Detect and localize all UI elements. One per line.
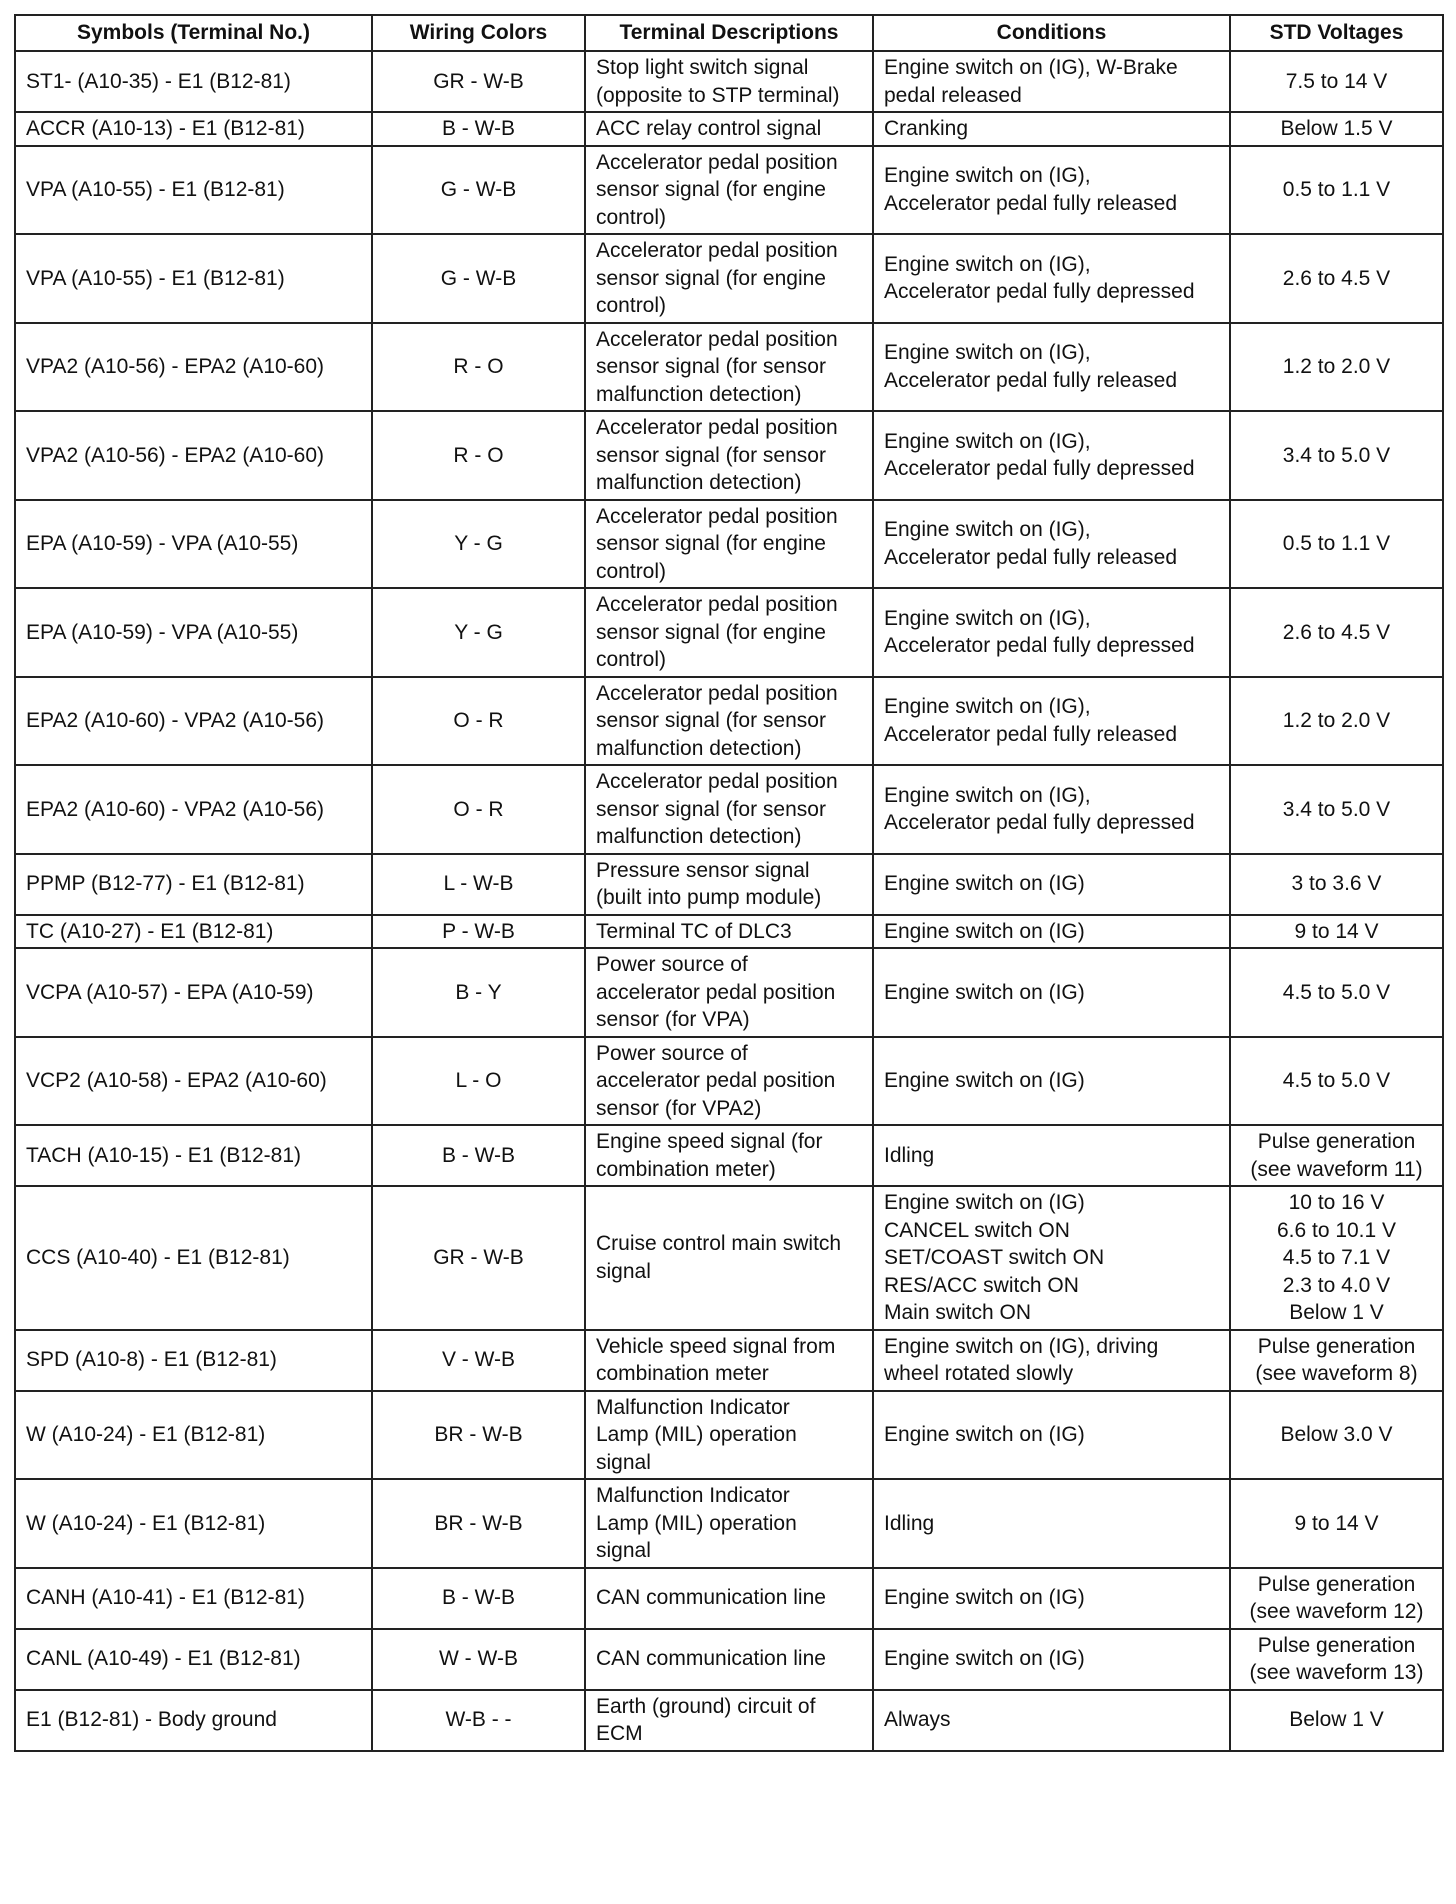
voltage-cell-line: 9 to 14 V [1294, 919, 1379, 943]
table-row [15, 1186, 1443, 1330]
voltage-cell-line: 2.3 to 4.0 V [1282, 1273, 1391, 1297]
symbol-cell: CCS (A10-40) - E1 (B12-81) [15, 1186, 372, 1330]
description-cell [585, 1037, 873, 1126]
condition-cell-line: SET/COAST switch ON [884, 1246, 1105, 1269]
condition-cell-line: Accelerator pedal fully released [884, 368, 1177, 392]
condition-cell-line: CANCEL switch ON [884, 1218, 1070, 1242]
symbol-cell: SPD (A10-8) - E1 (B12-81) [15, 1330, 372, 1391]
condition-cell-line: Engine switch on (IG), [884, 695, 1091, 719]
description-cell-line: ECM [596, 1722, 643, 1745]
voltage-cell [1230, 1186, 1443, 1330]
condition-cell-line: Accelerator pedal fully released [884, 722, 1177, 746]
condition-cell [873, 915, 1230, 949]
description-cell-line: control) [596, 294, 667, 317]
description-cell-line: combination meter) [596, 1157, 776, 1181]
voltage-cell [1230, 112, 1443, 146]
symbol-cell: EPA2 (A10-60) - VPA2 (A10-56) [15, 765, 372, 854]
description-cell [585, 1568, 873, 1629]
header-symbols: Symbols (Terminal No.) [15, 15, 372, 51]
description-cell [585, 765, 873, 854]
wiring-color-cell: B - W-B [372, 1125, 585, 1186]
voltage-cell [1230, 323, 1443, 412]
wiring-color-cell: BR - W-B [372, 1479, 585, 1568]
wiring-color-cell: P - W-B [372, 915, 585, 949]
description-cell-line: Power source of [596, 1041, 748, 1065]
condition-cell-line: pedal released [884, 83, 1022, 107]
description-cell-line: sensor signal (for sensor [596, 709, 826, 732]
description-cell-line: sensor (for VPA2) [596, 1096, 762, 1120]
header-wiring-colors: Wiring Colors [372, 15, 585, 51]
description-cell-line: Malfunction Indicator [596, 1395, 790, 1419]
condition-cell-line: Engine switch on (IG), W-Brake [884, 56, 1178, 79]
table-row [15, 112, 1443, 146]
condition-cell [873, 1629, 1230, 1690]
table-row [15, 1690, 1443, 1751]
description-cell-line: Accelerator pedal position [596, 681, 838, 705]
symbol-cell: VPA2 (A10-56) - EPA2 (A10-60) [15, 323, 372, 412]
wiring-color-cell: B - Y [372, 948, 585, 1037]
condition-cell-line: Engine switch on (IG) [884, 1423, 1085, 1446]
voltage-cell [1230, 948, 1443, 1037]
condition-cell-line: Engine switch on (IG) [884, 1191, 1085, 1214]
condition-cell [873, 323, 1230, 412]
voltage-cell-line: 0.5 to 1.1 V [1282, 178, 1391, 201]
condition-cell [873, 1690, 1230, 1751]
voltage-cell-line: Pulse generation [1257, 1572, 1416, 1596]
symbol-cell: ST1- (A10-35) - E1 (B12-81) [15, 51, 372, 112]
voltage-cell-line: Pulse generation [1257, 1334, 1416, 1358]
voltage-cell-line: 10 to 16 V [1288, 1191, 1385, 1214]
voltage-cell [1230, 915, 1443, 949]
header-std-voltages: STD Voltages [1230, 15, 1443, 51]
condition-cell-line: Idling [884, 1143, 935, 1167]
symbol-cell: EPA (A10-59) - VPA (A10-55) [15, 500, 372, 589]
description-cell [585, 915, 873, 949]
condition-cell [873, 411, 1230, 500]
condition-cell-line: RES/ACC switch ON [884, 1273, 1079, 1297]
condition-cell [873, 948, 1230, 1037]
description-cell-line: Accelerator pedal position [596, 770, 838, 793]
description-cell-line: signal [596, 1450, 651, 1474]
description-cell-line: CAN communication line [596, 1586, 826, 1610]
condition-cell [873, 51, 1230, 112]
condition-cell [873, 1330, 1230, 1391]
voltage-cell [1230, 1479, 1443, 1568]
description-cell-line: sensor signal (for sensor [596, 355, 826, 378]
voltage-cell-line: 4.5 to 5.0 V [1282, 1069, 1391, 1092]
wiring-color-cell: B - W-B [372, 112, 585, 146]
description-cell-line: sensor signal (for sensor [596, 443, 826, 467]
voltage-cell [1230, 588, 1443, 677]
condition-cell [873, 854, 1230, 915]
description-cell-line: control) [596, 559, 667, 583]
description-cell-line: Accelerator pedal position [596, 327, 838, 351]
description-cell [585, 1629, 873, 1690]
table-row [15, 323, 1443, 412]
condition-cell-line: wheel rotated slowly [884, 1362, 1074, 1385]
description-cell-line: Lamp (MIL) operation [596, 1423, 797, 1446]
wiring-color-cell: L - O [372, 1037, 585, 1126]
wiring-color-cell: W - W-B [372, 1629, 585, 1690]
description-cell-line: accelerator pedal position [596, 1069, 836, 1092]
terminal-voltage-table-container [14, 14, 1442, 1752]
symbol-cell: EPA2 (A10-60) - VPA2 (A10-56) [15, 677, 372, 766]
condition-cell-line: Idling [884, 1511, 935, 1535]
wiring-color-cell: W-B - - [372, 1690, 585, 1751]
description-cell [585, 948, 873, 1037]
description-cell-line: signal [596, 1259, 651, 1283]
table-row [15, 411, 1443, 500]
condition-cell [873, 1568, 1230, 1629]
condition-cell-line: Accelerator pedal fully depressed [884, 811, 1195, 835]
description-cell-line: sensor (for VPA) [596, 1008, 750, 1031]
wiring-color-cell: O - R [372, 677, 585, 766]
description-cell [585, 588, 873, 677]
table-body [15, 51, 1443, 1751]
description-cell-line: (opposite to STP terminal) [596, 83, 840, 107]
voltage-cell-line: 6.6 to 10.1 V [1276, 1218, 1397, 1242]
voltage-cell-line: 0.5 to 1.1 V [1282, 532, 1391, 555]
voltage-cell-line: (see waveform 12) [1249, 1600, 1424, 1623]
header-conditions: Conditions [873, 15, 1230, 51]
symbol-cell: VPA (A10-55) - E1 (B12-81) [15, 234, 372, 323]
description-cell-line: Accelerator pedal position [596, 150, 838, 174]
voltage-cell-line: 2.6 to 4.5 V [1282, 266, 1391, 290]
header-terminal-descriptions: Terminal Descriptions [585, 15, 873, 51]
description-cell-line: sensor signal (for engine [596, 620, 826, 644]
table-row [15, 1479, 1443, 1568]
table-row [15, 765, 1443, 854]
description-cell-line: sensor signal (for engine [596, 178, 826, 201]
wiring-color-cell: R - O [372, 411, 585, 500]
wiring-color-cell: B - W-B [372, 1568, 585, 1629]
description-cell [585, 500, 873, 589]
voltage-cell [1230, 411, 1443, 500]
description-cell-line: sensor signal (for engine [596, 532, 826, 555]
condition-cell [873, 677, 1230, 766]
condition-cell [873, 1037, 1230, 1126]
description-cell-line: control) [596, 205, 667, 229]
condition-cell-line: Engine switch on (IG), [884, 606, 1091, 630]
voltage-cell-line: 4.5 to 7.1 V [1282, 1246, 1391, 1269]
description-cell [585, 1690, 873, 1751]
table-row [15, 1629, 1443, 1690]
condition-cell-line: Engine switch on (IG), [884, 429, 1091, 453]
description-cell-line: malfunction detection) [596, 825, 802, 848]
voltage-cell [1230, 146, 1443, 235]
description-cell-line: Malfunction Indicator [596, 1484, 790, 1507]
description-cell [585, 51, 873, 112]
description-cell [585, 1391, 873, 1480]
wiring-color-cell: G - W-B [372, 146, 585, 235]
symbol-cell: VPA (A10-55) - E1 (B12-81) [15, 146, 372, 235]
wiring-color-cell: Y - G [372, 588, 585, 677]
description-cell-line: Cruise control main switch [596, 1232, 842, 1256]
voltage-cell [1230, 1125, 1443, 1186]
condition-cell-line: Main switch ON [884, 1301, 1032, 1324]
condition-cell [873, 1125, 1230, 1186]
condition-cell-line: Engine switch on (IG) [884, 1069, 1085, 1092]
voltage-cell-line: Below 1.5 V [1280, 117, 1393, 140]
description-cell [585, 1330, 873, 1391]
description-cell-line: (built into pump module) [596, 886, 822, 909]
voltage-cell-line: Pulse generation [1257, 1130, 1416, 1153]
description-cell-line: Accelerator pedal position [596, 593, 838, 616]
condition-cell-line: Engine switch on (IG), [884, 341, 1091, 365]
wiring-color-cell: BR - W-B [372, 1391, 585, 1480]
condition-cell [873, 765, 1230, 854]
symbol-cell: EPA (A10-59) - VPA (A10-55) [15, 588, 372, 677]
voltage-cell [1230, 1629, 1443, 1690]
symbol-cell: TC (A10-27) - E1 (B12-81) [15, 915, 372, 949]
condition-cell-line: Engine switch on (IG), [884, 252, 1091, 276]
description-cell [585, 1186, 873, 1330]
voltage-cell-line: 3 to 3.6 V [1291, 872, 1382, 896]
table-row [15, 854, 1443, 915]
description-cell-line: Earth (ground) circuit of [596, 1694, 816, 1718]
description-cell-line: Lamp (MIL) operation [596, 1511, 797, 1535]
voltage-cell [1230, 1690, 1443, 1751]
description-cell [585, 411, 873, 500]
wiring-color-cell: Y - G [372, 500, 585, 589]
table-row [15, 51, 1443, 112]
wiring-color-cell: R - O [372, 323, 585, 412]
condition-cell [873, 146, 1230, 235]
condition-cell-line: Engine switch on (IG), [884, 783, 1091, 807]
condition-cell-line: Accelerator pedal fully depressed [884, 280, 1195, 304]
table-row [15, 1037, 1443, 1126]
voltage-cell-line: 7.5 to 14 V [1285, 69, 1388, 93]
condition-cell-line: Engine switch on (IG) [884, 919, 1085, 943]
condition-cell [873, 112, 1230, 146]
description-cell-line: signal [596, 1539, 651, 1562]
symbol-cell: CANL (A10-49) - E1 (B12-81) [15, 1629, 372, 1690]
condition-cell-line: Engine switch on (IG) [884, 980, 1085, 1004]
condition-cell-line: Accelerator pedal fully depressed [884, 457, 1195, 481]
voltage-cell-line: 1.2 to 2.0 V [1282, 709, 1391, 732]
symbol-cell: PPMP (B12-77) - E1 (B12-81) [15, 854, 372, 915]
condition-cell [873, 234, 1230, 323]
description-cell-line: malfunction detection) [596, 736, 802, 760]
voltage-cell-line: 2.6 to 4.5 V [1282, 620, 1391, 644]
voltage-cell-line: Below 1 V [1289, 1301, 1384, 1324]
table-row [15, 915, 1443, 949]
condition-cell-line: Engine switch on (IG), [884, 164, 1091, 188]
table-row [15, 1391, 1443, 1480]
voltage-cell [1230, 1037, 1443, 1126]
description-cell [585, 146, 873, 235]
description-cell-line: Power source of [596, 953, 748, 976]
condition-cell [873, 1186, 1230, 1330]
voltage-cell-line: Below 3.0 V [1280, 1423, 1393, 1446]
wiring-color-cell: V - W-B [372, 1330, 585, 1391]
voltage-cell [1230, 1568, 1443, 1629]
voltage-cell-line: Pulse generation [1257, 1633, 1416, 1657]
table-row [15, 677, 1443, 766]
wiring-color-cell: GR - W-B [372, 51, 585, 112]
symbol-cell: ACCR (A10-13) - E1 (B12-81) [15, 112, 372, 146]
description-cell [585, 854, 873, 915]
voltage-cell-line: 3.4 to 5.0 V [1282, 797, 1391, 821]
description-cell [585, 1125, 873, 1186]
description-cell-line: sensor signal (for engine [596, 266, 826, 290]
symbol-cell: CANH (A10-41) - E1 (B12-81) [15, 1568, 372, 1629]
condition-cell-line: Accelerator pedal fully depressed [884, 634, 1195, 658]
symbol-cell: W (A10-24) - E1 (B12-81) [15, 1391, 372, 1480]
table-row [15, 588, 1443, 677]
table-row [15, 1125, 1443, 1186]
voltage-cell [1230, 234, 1443, 323]
description-cell-line: malfunction detection) [596, 471, 802, 494]
table-row [15, 1330, 1443, 1391]
symbol-cell: VPA2 (A10-56) - EPA2 (A10-60) [15, 411, 372, 500]
description-cell-line: CAN communication line [596, 1647, 826, 1671]
table-row [15, 1568, 1443, 1629]
description-cell-line: Accelerator pedal position [596, 416, 838, 439]
voltage-cell-line: (see waveform 13) [1249, 1661, 1424, 1684]
description-cell-line: combination meter [596, 1362, 769, 1385]
table-row [15, 948, 1443, 1037]
description-cell-line: Stop light switch signal [596, 56, 809, 79]
wiring-color-cell: GR - W-B [372, 1186, 585, 1330]
condition-cell-line: Cranking [884, 117, 969, 140]
voltage-cell [1230, 854, 1443, 915]
symbol-cell: TACH (A10-15) - E1 (B12-81) [15, 1125, 372, 1186]
wiring-color-cell: L - W-B [372, 854, 585, 915]
table-row [15, 500, 1443, 589]
description-cell-line: ACC relay control signal [596, 117, 822, 140]
voltage-cell-line: (see waveform 11) [1250, 1157, 1423, 1181]
table-row [15, 146, 1443, 235]
condition-cell-line: Engine switch on (IG), driving [884, 1334, 1159, 1358]
voltage-cell-line: 3.4 to 5.0 V [1282, 443, 1391, 467]
description-cell-line: malfunction detection) [596, 382, 802, 406]
voltage-cell [1230, 51, 1443, 112]
voltage-cell-line: 9 to 14 V [1294, 1511, 1379, 1535]
terminal-voltage-table [14, 14, 1444, 1752]
description-cell-line: accelerator pedal position [596, 980, 836, 1004]
condition-cell-line: Engine switch on (IG) [884, 872, 1085, 896]
description-cell [585, 112, 873, 146]
description-cell-line: Engine speed signal (for [596, 1130, 823, 1153]
voltage-cell [1230, 500, 1443, 589]
voltage-cell [1230, 765, 1443, 854]
symbol-cell: VCPA (A10-57) - EPA (A10-59) [15, 948, 372, 1037]
voltage-cell [1230, 677, 1443, 766]
description-cell [585, 677, 873, 766]
voltage-cell-line: 1.2 to 2.0 V [1282, 355, 1391, 378]
condition-cell-line: Engine switch on (IG), [884, 518, 1091, 542]
condition-cell-line: Accelerator pedal fully released [884, 545, 1177, 569]
condition-cell [873, 1479, 1230, 1568]
voltage-cell [1230, 1391, 1443, 1480]
condition-cell-line: Always [884, 1708, 951, 1732]
voltage-cell [1230, 1330, 1443, 1391]
voltage-cell-line: Below 1 V [1289, 1708, 1384, 1732]
voltage-cell-line: (see waveform 8) [1255, 1362, 1418, 1385]
symbol-cell: VCP2 (A10-58) - EPA2 (A10-60) [15, 1037, 372, 1126]
description-cell-line: Vehicle speed signal from [596, 1334, 836, 1358]
description-cell [585, 323, 873, 412]
wiring-color-cell: O - R [372, 765, 585, 854]
condition-cell-line: Engine switch on (IG) [884, 1647, 1085, 1671]
symbol-cell: E1 (B12-81) - Body ground [15, 1690, 372, 1751]
table-header-row [15, 15, 1443, 51]
symbol-cell: W (A10-24) - E1 (B12-81) [15, 1479, 372, 1568]
description-cell [585, 1479, 873, 1568]
description-cell-line: Pressure sensor signal [596, 858, 810, 882]
condition-cell [873, 588, 1230, 677]
description-cell-line: Accelerator pedal position [596, 239, 838, 262]
condition-cell [873, 500, 1230, 589]
condition-cell-line: Accelerator pedal fully released [884, 191, 1177, 215]
wiring-color-cell: G - W-B [372, 234, 585, 323]
description-cell-line: Accelerator pedal position [596, 504, 838, 528]
condition-cell [873, 1391, 1230, 1480]
description-cell [585, 234, 873, 323]
condition-cell-line: Engine switch on (IG) [884, 1586, 1085, 1610]
voltage-cell-line: 4.5 to 5.0 V [1282, 980, 1391, 1004]
description-cell-line: sensor signal (for sensor [596, 797, 826, 821]
description-cell-line: control) [596, 648, 667, 671]
table-row [15, 234, 1443, 323]
description-cell-line: Terminal TC of DLC3 [596, 919, 792, 943]
